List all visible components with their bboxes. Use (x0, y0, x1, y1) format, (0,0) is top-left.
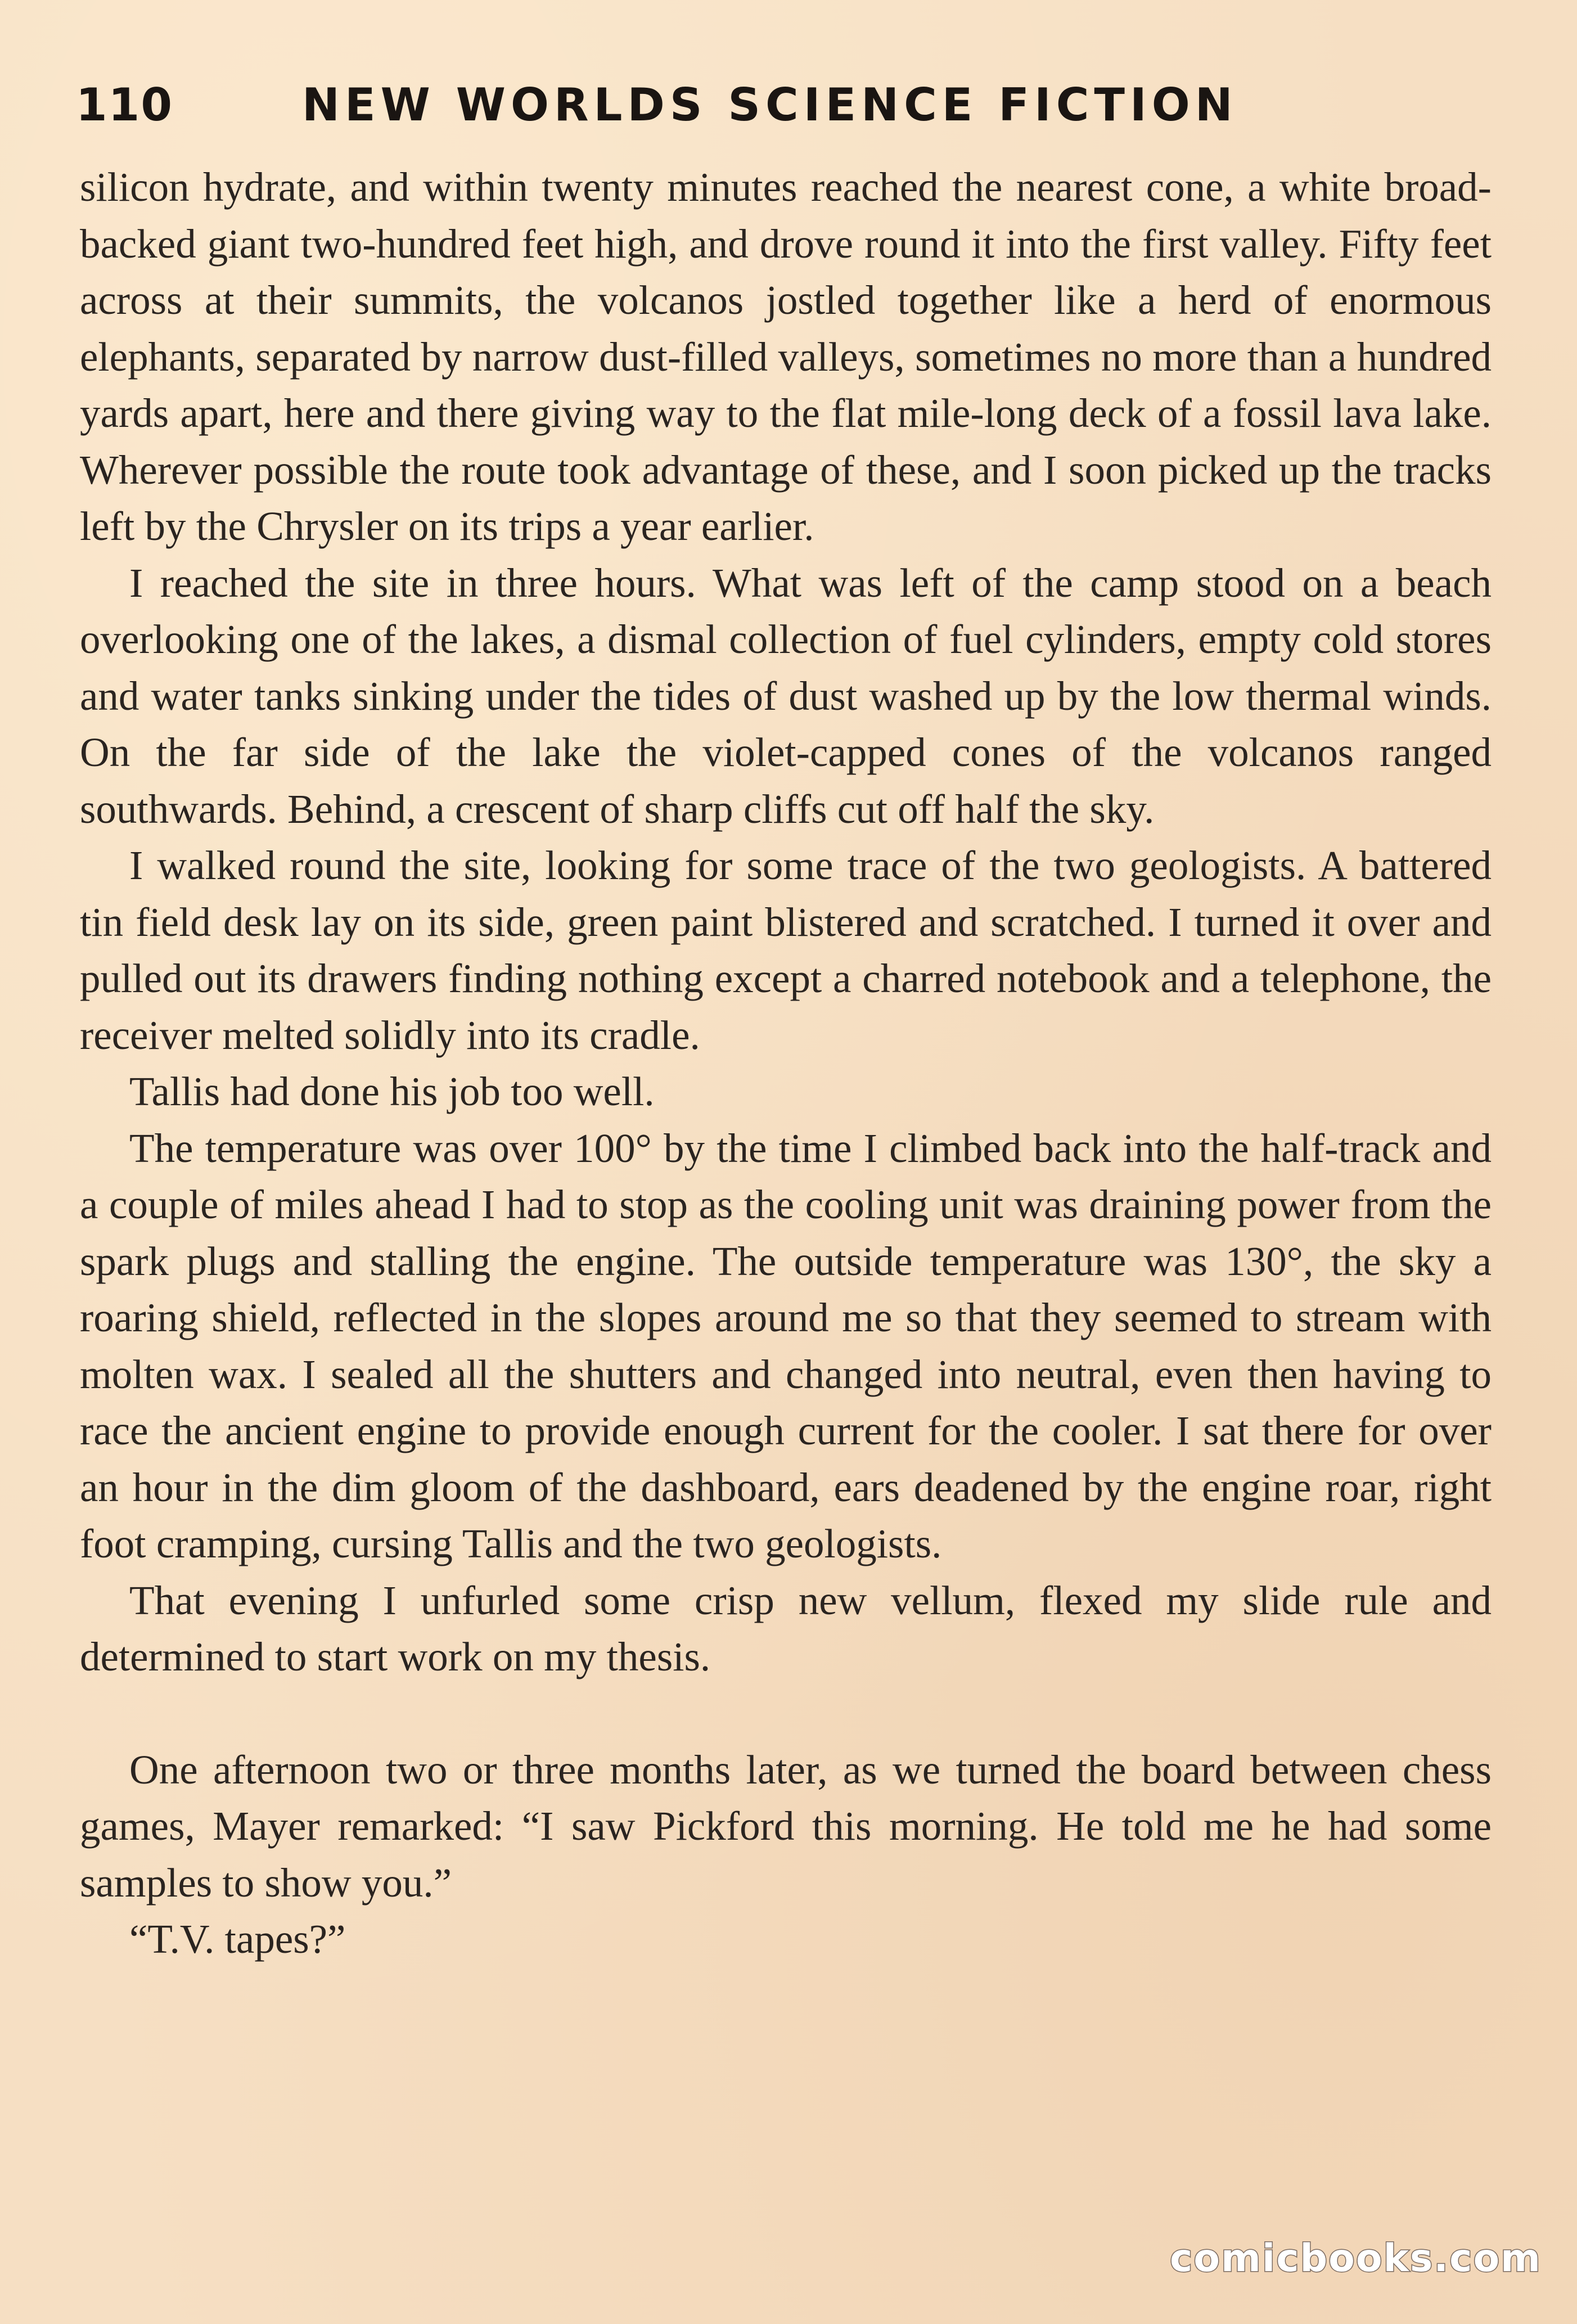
paragraph: Tallis had done his job too well. (129, 1069, 655, 1114)
running-title: NEW WORLDS SCIENCE FICTION (302, 79, 1238, 131)
paragraph: The temperature was over 100° by the time I climbed back into the half-track and a couple of miles ahead I had to stop as the cooling unit was draining power from the spark plugs and stalling the engine. The outside temperature was 130°, the sky a roaring shield, reflected in the slopes around me so that they seemed to stream with molten wax. I sealed all the shutters and changed into neutral, even then having to race the ancient engine to provide enough current for the cooler. I sat there for over an hour in the dim gloom of the dashboard, ears deadened by the engine roar, right foot cramping, cursing Tallis and the two geologists. (80, 1125, 1492, 1566)
paragraph: That evening I unfurled some crisp new vellum, flexed my slide rule and determined to start work on my thesis. (80, 1577, 1492, 1679)
watermark: comicbooks.com (1170, 2236, 1542, 2281)
paragraph: One afternoon two or three months later, as we turned the board between chess games, Mayer remarked: “I saw Pickford this morning. He told me he had some samples to show you.” (80, 1746, 1492, 1906)
running-header (76, 79, 1516, 141)
paragraph: silicon hydrate, and within twenty minutes reached the nearest cone, a white broad-backed giant two-hundred feet high, and drove round it into the first valley. Fifty feet across at their summits, the volcanos jostled together like a herd of enormous elephants, separated by narrow dust-filled valleys, sometimes no more than a hundred yards apart, here and there giving way to the flat mile-long deck of a fossil lava lake. Wherever possible the route took advantage of these, and I soon picked up the tracks left by the Chrysler on its trips a year earlier. (80, 164, 1492, 549)
body-text (80, 159, 1492, 1968)
page-number: 110 (76, 79, 173, 131)
paragraph: “T.V. tapes?” (129, 1916, 346, 1962)
section-break (80, 1686, 1492, 1742)
paragraph: I walked round the site, looking for some trace of the two geologists. A battered tin field desk lay on its side, green paint blistered and scratched. I turned it over and pulled out its drawers finding nothing except a charred notebook and a telephone, the receiver melted solidly into its cradle. (80, 843, 1492, 1058)
paragraph: I reached the site in three hours. What was left of the camp stood on a beach overlooking one of the lakes, a dismal collection of fuel cylinders, empty cold stores and water tanks sinking under the tides of dust washed up by the low thermal winds. On the far side of the lake the violet-capped cones of the volcanos ranged southwards. Behind, a crescent of sharp cliffs cut off half the sky. (80, 560, 1492, 832)
